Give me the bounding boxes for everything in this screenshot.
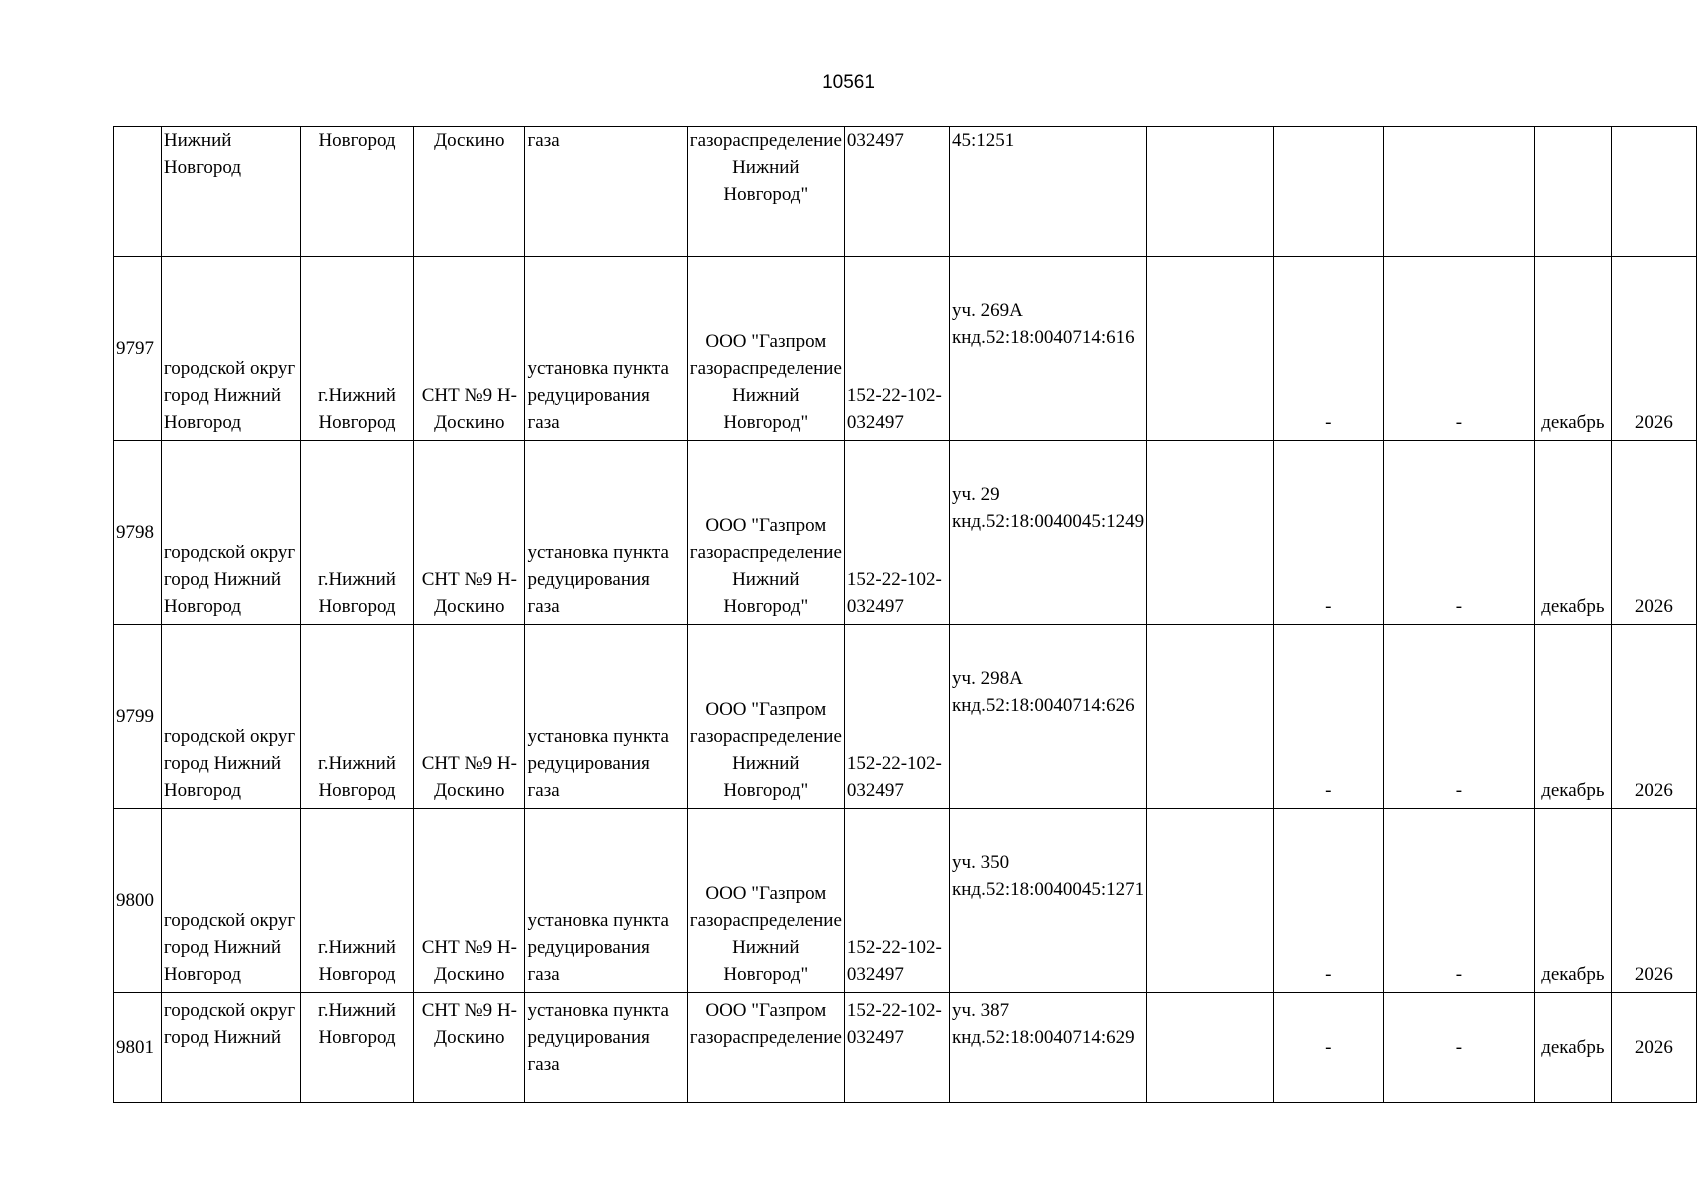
cell-owner: ООО "Газпром газораспределение Нижний Новгород" — [687, 257, 844, 441]
cell-object: газа — [525, 127, 687, 257]
cell-col9 — [1147, 809, 1274, 993]
cell-empty — [1383, 127, 1534, 257]
cell-locality: г.Нижний Новгород — [300, 625, 413, 809]
cell-permit: 152-22-102-032497 — [844, 441, 949, 625]
cell-object: установка пункта редуцирования газа — [525, 809, 687, 993]
cell-municipality: городской округ город Нижний Новгород — [161, 625, 300, 809]
cell-cadastral: уч. 298А кнд.52:18:0040714:626 — [950, 625, 1147, 809]
cell-address: СНТ №9 Н-Доскино — [414, 993, 525, 1103]
cell-col10: - — [1273, 809, 1383, 993]
cell-cadastral: уч. 350 кнд.52:18:0040045:1271 — [950, 809, 1147, 993]
cell-col10: - — [1273, 625, 1383, 809]
table-row — [114, 993, 1697, 1103]
cell-col9 — [1147, 257, 1274, 441]
cell-permit: 152-22-102-032497 — [844, 257, 949, 441]
cell-owner: ООО "Газпром газораспределение Нижний Новгород" — [687, 625, 844, 809]
cell-object: установка пункта редуцирования газа — [525, 257, 687, 441]
table-row-continuation — [114, 127, 1697, 257]
cell-address: СНТ №9 Н-Доскино — [414, 441, 525, 625]
cell-empty — [1611, 127, 1696, 257]
cell-num: 9798 — [114, 441, 162, 625]
cell-municipality: городской округ город Нижний Новгород — [161, 257, 300, 441]
cell-num — [114, 127, 162, 257]
cell-locality: Новгород — [300, 127, 413, 257]
cell-locality: г.Нижний Новгород — [300, 441, 413, 625]
table-row — [114, 257, 1697, 441]
cell-empty — [1273, 127, 1383, 257]
cell-object: установка пункта редуцирования газа — [525, 441, 687, 625]
cell-num: 9800 — [114, 809, 162, 993]
cell-permit: 152-22-102-032497 — [844, 993, 949, 1103]
page-number: 10561 — [822, 72, 875, 93]
cell-permit: 032497 — [844, 127, 949, 257]
cell-address: Доскино — [414, 127, 525, 257]
cell-object: установка пункта редуцирования газа — [525, 625, 687, 809]
cell-col9 — [1147, 625, 1274, 809]
cell-month: декабрь — [1534, 257, 1611, 441]
cell-locality: г.Нижний Новгород — [300, 993, 413, 1103]
registry-table — [113, 126, 1697, 1103]
cell-month: декабрь — [1534, 441, 1611, 625]
cell-col11: - — [1383, 809, 1534, 993]
cell-col9 — [1147, 441, 1274, 625]
cell-owner: ООО "Газпром газораспределение — [687, 993, 844, 1103]
cell-address: СНТ №9 Н-Доскино — [414, 625, 525, 809]
cell-month: декабрь — [1534, 809, 1611, 993]
cell-month: декабрь — [1534, 993, 1611, 1103]
cell-municipality: городской округ город Нижний Новгород — [161, 441, 300, 625]
cell-col10: - — [1273, 257, 1383, 441]
cell-locality: г.Нижний Новгород — [300, 257, 413, 441]
cell-object: установка пункта редуцирования газа — [525, 993, 687, 1103]
cell-col10: - — [1273, 993, 1383, 1103]
cell-address: СНТ №9 Н-Доскино — [414, 809, 525, 993]
cell-num: 9799 — [114, 625, 162, 809]
cell-owner: ООО "Газпром газораспределение Нижний Новгород" — [687, 441, 844, 625]
cell-empty — [1534, 127, 1611, 257]
cell-cadastral: уч. 29 кнд.52:18:0040045:1249 — [950, 441, 1147, 625]
cell-col11: - — [1383, 625, 1534, 809]
cell-municipality: городской округ город Нижний Новгород — [161, 809, 300, 993]
cell-address: СНТ №9 Н-Доскино — [414, 257, 525, 441]
cell-permit: 152-22-102-032497 — [844, 809, 949, 993]
cell-year: 2026 — [1611, 441, 1696, 625]
table-row — [114, 625, 1697, 809]
cell-num: 9797 — [114, 257, 162, 441]
cell-year: 2026 — [1611, 625, 1696, 809]
cell-cadastral: уч. 387 кнд.52:18:0040714:629 — [950, 993, 1147, 1103]
cell-month: декабрь — [1534, 625, 1611, 809]
cell-owner: газораспределение Нижний Новгород" — [687, 127, 844, 257]
cell-cadastral: уч. 269А кнд.52:18:0040714:616 — [950, 257, 1147, 441]
cell-permit: 152-22-102-032497 — [844, 625, 949, 809]
cell-col11: - — [1383, 993, 1534, 1103]
cell-municipality: Нижний Новгород — [161, 127, 300, 257]
cell-owner: ООО "Газпром газораспределение Нижний Новгород" — [687, 809, 844, 993]
cell-year: 2026 — [1611, 257, 1696, 441]
cell-empty — [1147, 127, 1274, 257]
cell-year: 2026 — [1611, 809, 1696, 993]
cell-municipality: городской округ город Нижний — [161, 993, 300, 1103]
cell-col10: - — [1273, 441, 1383, 625]
cell-year: 2026 — [1611, 993, 1696, 1103]
cell-col9 — [1147, 993, 1274, 1103]
cell-locality: г.Нижний Новгород — [300, 809, 413, 993]
cell-col11: - — [1383, 441, 1534, 625]
table-row — [114, 441, 1697, 625]
cell-col11: - — [1383, 257, 1534, 441]
cell-cadastral: 45:1251 — [950, 127, 1147, 257]
table-row — [114, 809, 1697, 993]
cell-num: 9801 — [114, 993, 162, 1103]
